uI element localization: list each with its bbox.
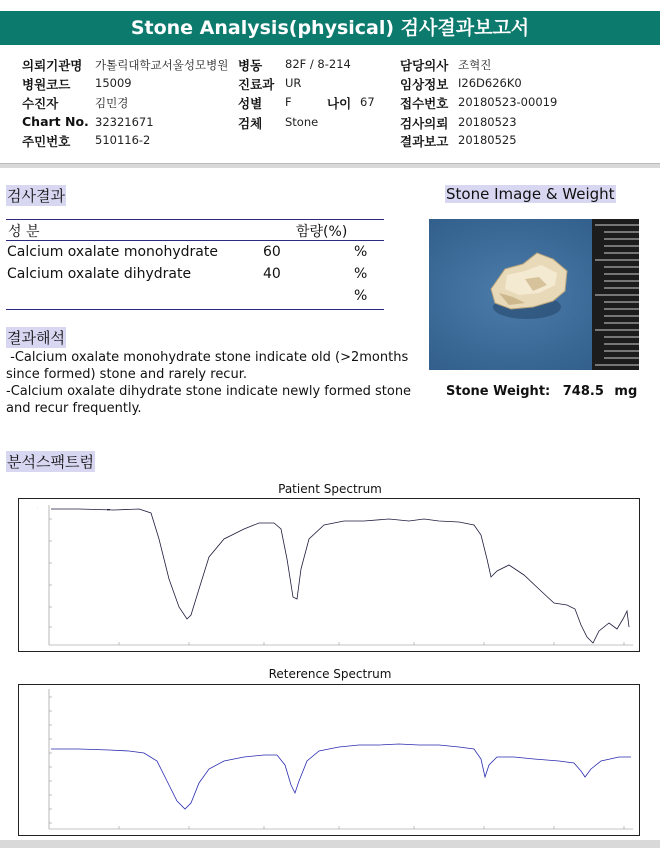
info-label-specimen: 검체 xyxy=(238,116,263,131)
info-label-patient: 수진자 xyxy=(22,96,59,111)
info-value-report-date: 20180525 xyxy=(458,133,517,147)
info-value-resident-no: 510116-2 xyxy=(95,133,151,147)
stone-section-title: Stone Image & Weight xyxy=(446,185,615,203)
page-bottom-bar xyxy=(0,840,660,848)
info-value-department: UR xyxy=(285,76,302,90)
info-value-ward: 82F / 8-214 xyxy=(285,57,351,71)
info-value-institution: 가톨릭대학교서울성모병원 xyxy=(95,58,229,72)
column-header-component: 성 분 xyxy=(8,224,40,240)
interpretation-line: -Calcium oxalate dihydrate stone indicate newly formed stone and recur frequently. xyxy=(6,384,412,416)
info-label-request-date: 검사의뢰 xyxy=(400,116,449,131)
table-header-rule xyxy=(6,240,384,241)
info-value-specimen: Stone xyxy=(285,115,319,129)
patient-info xyxy=(0,50,660,162)
info-label-sex: 성별 xyxy=(238,96,263,111)
info-label-resident-no: 주민번호 xyxy=(22,134,71,149)
table-bottom-rule xyxy=(6,309,384,310)
component-unit: % xyxy=(354,266,368,282)
info-label-doctor: 담당의사 xyxy=(400,58,449,73)
info-value-patient: 김민경 xyxy=(95,96,129,110)
interpretation-text xyxy=(6,349,418,417)
info-value-age: 67 xyxy=(360,95,375,109)
stone-weight xyxy=(446,384,637,399)
results-section-title: 검사결과 xyxy=(7,187,65,205)
patient-spectrum-plot xyxy=(18,498,640,652)
info-value-chart-no: 32321671 xyxy=(95,115,154,129)
info-value-clinical-info: I26D626K0 xyxy=(458,76,522,90)
section-divider xyxy=(0,163,660,168)
interpretation-line: -Calcium oxalate monohydrate stone indicate old (>2months since formed) stone and rarely recur. xyxy=(6,350,413,382)
info-label-department: 진료과 xyxy=(238,77,275,92)
info-label-hospital-code: 병원코드 xyxy=(22,77,71,92)
info-value-sex: F xyxy=(285,95,292,109)
info-label-report-date: 결과보고 xyxy=(400,134,449,149)
info-label-ward: 병동 xyxy=(238,58,263,73)
stone-weight-label: Stone Weight: xyxy=(446,384,551,399)
info-value-accession-no: 20180523-00019 xyxy=(458,95,558,109)
svg-text:-: - xyxy=(37,506,39,510)
info-value-hospital-code: 15009 xyxy=(95,76,132,90)
component-name: Calcium oxalate monohydrate xyxy=(7,244,218,260)
reference-spectrum-title: Reterence Spectrum xyxy=(268,667,392,681)
reference-spectrum-plot xyxy=(18,684,640,836)
info-value-request-date: 20180523 xyxy=(458,115,517,129)
patient-spectrum-title: Patient Spectrum xyxy=(278,482,382,496)
component-percent: 60 xyxy=(263,244,281,260)
component-name: Calcium oxalate dihydrate xyxy=(7,266,192,282)
interpretation-section-title: 결과해석 xyxy=(7,329,65,347)
info-label-clinical-info: 임상정보 xyxy=(400,77,449,92)
component-unit: % xyxy=(354,288,368,304)
stone-weight-value: 748.5 xyxy=(562,384,604,399)
report-title: Stone Analysis(physical) 검사결과보고서 xyxy=(0,11,660,45)
info-value-doctor: 조혁진 xyxy=(458,58,492,72)
column-header-content: 함량(%) xyxy=(296,224,348,240)
info-label-accession-no: 접수번호 xyxy=(400,96,449,111)
stone-photo xyxy=(429,219,639,370)
component-unit: % xyxy=(354,244,368,260)
spectrum-section-title: 분석스팩트럼 xyxy=(7,453,94,471)
stone-weight-unit: mg xyxy=(614,384,638,399)
table-top-rule xyxy=(6,219,384,220)
info-label-chart-no: Chart No. xyxy=(22,114,89,129)
info-label-institution: 의뢰기관명 xyxy=(22,58,83,73)
info-label-age: 나이 xyxy=(327,96,352,111)
component-percent: 40 xyxy=(263,266,281,282)
